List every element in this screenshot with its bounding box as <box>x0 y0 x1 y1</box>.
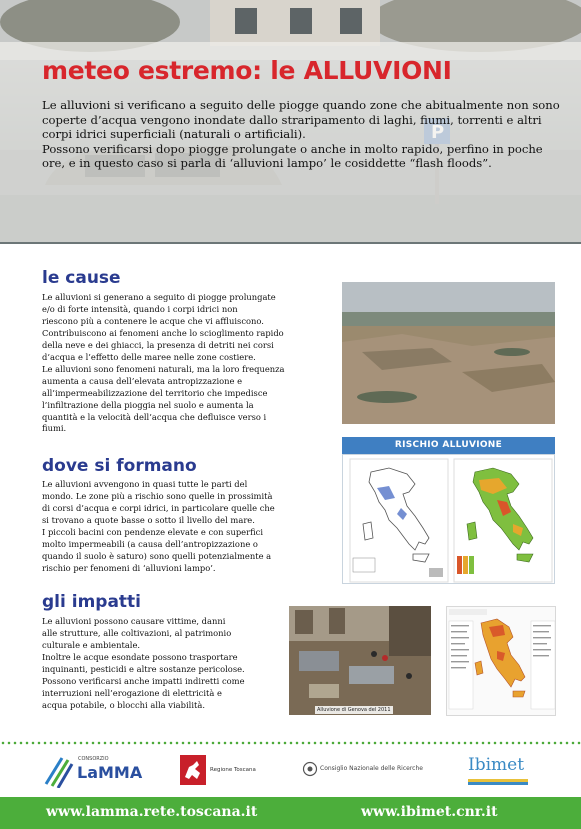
title-caps: ALLUVIONI <box>303 56 452 85</box>
footer-link-lamma[interactable]: www.lamma.rete.toscana.it <box>46 804 258 820</box>
hero-intro <box>42 98 562 171</box>
intro-paragraph-1: Le alluvioni si verificano a seguito delle piogge quando zone che abitualmente non sono coperte d’acqua vengono inondate dallo straripamento di laghi, fiumi, torrenti e altri corpi idrici superficiali (naturali o artificiali). <box>42 98 560 142</box>
risk-maps-panel <box>342 454 555 584</box>
section-title-impatti: gli impatti <box>42 592 142 612</box>
photo-caption: Alluvione di Genova del 2011 <box>317 707 391 713</box>
lamma-logo <box>44 752 143 790</box>
section-text-cause: Le alluvioni si generano a seguito di piogge prolungate e/o di forte intensità, quando i corpi idrici non riescono più a contenere le acque che vi affluiscono. Contribuiscono ai fenomeni anche lo scioglimento rapido della neve e dei ghiacci, la presenza di detriti nei corsi d’acqua e l’effetto delle maree nelle zone costiere. Le alluvioni sono fenomeni naturali, ma la loro frequenza aumenta a causa dell’elevata antropizzazione e all’impermeabilizzazione del territorio che impedisce l’infiltrazione della pioggia nel suolo e aumenta la quantità e la velocità dell’acqua che defluisce verso i fiumi. <box>42 292 285 434</box>
genova-flood-photo <box>289 606 431 715</box>
cnr-label: Consiglio Nazionale delle Ricerche <box>320 765 423 772</box>
section-title-cause: le cause <box>42 268 121 288</box>
cnr-logo <box>302 759 442 783</box>
ibimet-label: Ibimet <box>468 755 525 775</box>
lamma-consorzio-label: CONSORZIO <box>78 756 109 762</box>
disasters-map-infographic <box>446 606 556 716</box>
title-prefix: meteo estremo: le <box>42 56 304 85</box>
page-title <box>42 56 452 85</box>
section-text-dove: Le alluvioni avvengono in quasi tutte le parti del mondo. Le zone più a rischio sono quelle in prossimità di corsi d’acqua e corpi idrici, in particolare quelle che si trovano a quote basse o sotto il livello del mare. I piccoli bacini con pendenze elevate e con superfici molto impermeabili (a causa dell’antropizzazione o quando il suolo è saturo) sono quelli potenzialmente a rischio per fenomeni di ‘alluvioni lampo’. <box>42 479 275 573</box>
risk-panel-header: RISCHIO ALLUVIONE <box>342 437 555 454</box>
intro-paragraph-2: Possono verificarsi dopo piogge prolungate o anche in molto rapido, perfino in poche ore, e in questo caso si parla di ‘alluvioni lampo’ le cosiddette “flash floods”. <box>42 141 543 171</box>
cnr-emblem-icon <box>302 761 318 777</box>
section-text-impatti: Le alluvioni possono causare vittime, danni alle strutture, alle coltivazioni, al patrimonio culturale e ambientale. Inoltre le acque esondate possono trasportare inquinanti, pesticidi e altre sostanze pericolose. Possono verificarsi anche impatti indiretti come interruzioni nell’erogazione di elettricità e acqua potabile, o blocchi alla viabilità. <box>42 616 245 710</box>
lamma-name: LaMMA <box>77 763 143 782</box>
ibimet-bar-icon <box>468 779 528 785</box>
section-title-dove: dove si formano <box>42 456 197 476</box>
toscana-logo <box>180 753 270 787</box>
ibimet-logo <box>468 751 540 789</box>
partner-logos <box>0 749 581 793</box>
footer-bar <box>0 797 581 829</box>
italy-risk-map-heat <box>453 458 553 583</box>
flooded-plain-photo <box>342 282 555 424</box>
hero-banner <box>0 0 581 244</box>
pegasus-icon <box>180 755 206 785</box>
italy-risk-map-outline <box>349 458 449 583</box>
toscana-label: Regione Toscana <box>210 767 256 773</box>
lamma-waves-icon <box>44 754 74 788</box>
footer-link-ibimet[interactable]: www.ibimet.cnr.it <box>361 804 498 820</box>
footer-dotted-divider <box>0 741 581 745</box>
